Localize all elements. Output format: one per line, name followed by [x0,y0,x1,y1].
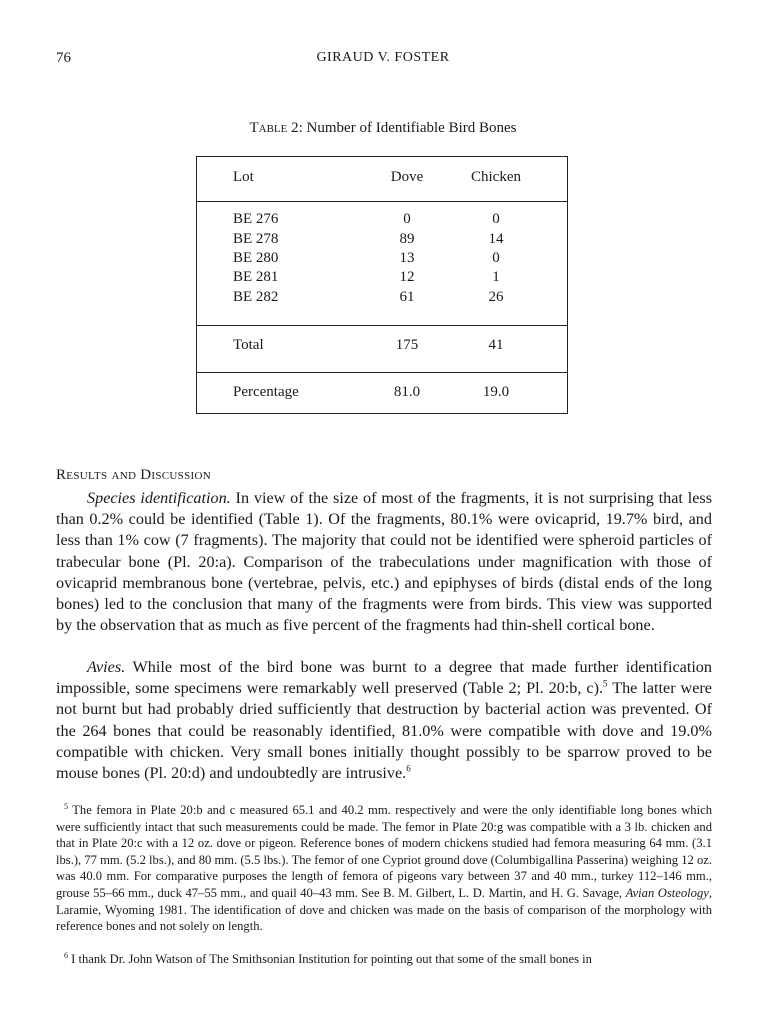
paragraph-text: While most of the bird bone was burnt to a degree that made further identification impossible, some specimens were remarkably well preserved (Table 2; Pl. 20:b, c). [56,658,712,698]
row-lot: BE 280 [233,250,279,266]
paragraph-text: The latter were not burnt but had probably dried sufficiently that destruction by bacterial action was prevented. Of the 264 bones that could be reasonably identified, 81.0% were compatible with dove and 19.0% compatible with chicken. Very small bones initially thought possibly to be sparrow proved to be mouse bones (Pl. 20:d) and undoubtedly are intrusive. [56,679,712,783]
footnote-text: I thank Dr. John Watson of The Smithsonian Institution for pointing out that some of the small bones in [68,952,592,966]
table-percentage-rule [197,372,567,373]
percentage-chicken: 19.0 [482,384,510,400]
footnote-number: 5 [64,801,68,811]
column-header-chicken: Chicken [471,169,521,185]
table-caption [0,120,766,137]
footnote-number: 6 [64,950,68,960]
total-chicken: 41 [488,337,504,353]
total-dove: 175 [395,337,419,353]
page-number: 76 [56,50,71,66]
footnote-6 [56,951,712,968]
bird-bones-table [196,156,568,414]
row-dove: 12 [399,269,415,285]
table-caption-label: Table 2: [249,120,303,136]
row-chicken: 26 [488,289,504,305]
row-lot: BE 281 [233,269,279,285]
paragraph-species-identification [56,488,712,636]
table-caption-text: Number of Identifiable Bird Bones [306,120,517,136]
paragraph-lead: Avies. [87,658,126,676]
column-header-lot: Lot [233,169,254,185]
paragraph-text: In view of the size of most of the fragments, it is not surprising that less than 0.2% could be identified (Table 1). Of the fragments, 80.1% were ovicaprid, 19.7% bird, and less than 1% cow (7 fragments). The majority that could not be identified were spheroid particles of trabecular bone (Pl. 20:a). Comparison of the trabeculations under magnification with those of ovicaprid membranous bone (vertebrae, pelvis, etc.) and epiphyses of birds (distal ends of the long bones) led to the conclusion that many of the fragments were from birds. This view was supported by the observation that as much as five percent of the fragments had thin-shell cortical bone. [56,489,712,635]
footnote-ref-5[interactable]: 5 [603,678,608,689]
percentage-dove: 81.0 [393,384,421,400]
section-heading: Results and Discussion [56,467,211,483]
paragraph-lead: Species identification. [87,489,231,507]
row-chicken: 0 [492,211,500,227]
row-dove: 13 [399,250,415,266]
table-header-rule [197,201,567,202]
row-dove: 89 [399,231,415,247]
row-lot: BE 278 [233,231,279,247]
footnote-text: , Laramie, Wyoming 1981. The identification of dove and chicken was made on the basis of comparison of the morphology with reference bones and not solely on length. [56,885,712,934]
row-lot: BE 276 [233,211,279,227]
footnote-ref-6[interactable]: 6 [406,763,411,774]
running-header-author: GIRAUD V. FOSTER [316,50,450,65]
row-chicken: 1 [492,269,500,285]
footnote-5 [56,802,712,935]
footnote-book-title: Avian Osteology [625,885,709,900]
paragraph-avies [56,657,712,784]
total-label: Total [233,337,264,353]
column-header-dove: Dove [390,169,424,185]
row-dove: 0 [403,211,411,227]
row-lot: BE 282 [233,289,279,305]
footnote-text: The femora in Plate 20:b and c measured 65.1 and 40.2 mm. respectively and were the only identifiable long bones which were sufficiently intact that such measurements could be made. The femor in Plate 20:g was compatible with a 3 lb. chicken and that in Plate 20:c with a 12 oz. dove or pigeon. Reference bones of modern chickens studied had femora measuring 64 mm. (3.1 lbs.), 77 mm. (5.2 lbs.), and 80 mm. (5.5 lbs.). The femor of one Cypriot ground dove (Columbigallina Passerina) weighing 12 oz. was 40.0 mm. For comparative purposes the length of femora of pigeons vary between 37 and 40 mm., turkey 112–146 mm., grouse 55–66 mm., duck 47–55 mm., and quail 40–43 mm. See B. M. Gilbert, L. D. Martin, and H. G. Savage, [56,803,712,900]
percentage-label: Percentage [233,384,299,400]
table-total-rule [197,325,567,326]
row-dove: 61 [399,289,415,305]
row-chicken: 0 [492,250,500,266]
row-chicken: 14 [488,231,504,247]
